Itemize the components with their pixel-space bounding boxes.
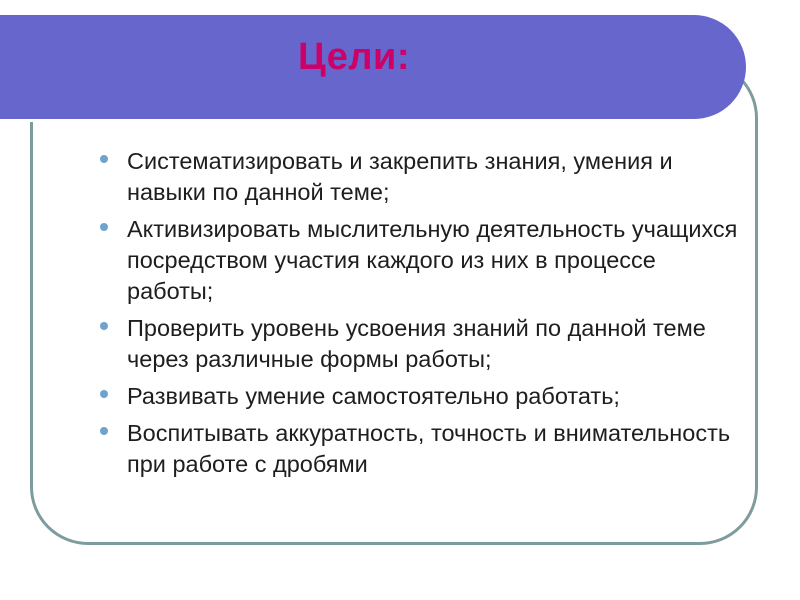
bullet-dot-icon <box>100 427 108 435</box>
slide-title: Цели: <box>298 36 411 78</box>
bullet-text: Воспитывать аккуратность, точность и внимательность при работе с дробями <box>127 420 731 477</box>
goals-list <box>100 146 740 486</box>
bullet-dot-icon <box>100 390 108 398</box>
list-item <box>100 418 740 480</box>
list-item <box>100 146 740 208</box>
title-underline <box>0 119 712 122</box>
bullet-dot-icon <box>100 322 108 330</box>
bullet-text: Активизировать мыслительную деятельность учащихся посредством участия каждого из них в процессе работы; <box>127 216 738 304</box>
list-item <box>100 214 740 307</box>
bullet-text: Проверить уровень усвоения знаний по данной теме через различные формы работы; <box>127 315 706 372</box>
bullet-text: Развивать умение самостоятельно работать; <box>127 383 620 409</box>
list-item <box>100 381 740 412</box>
bullet-dot-icon <box>100 155 108 163</box>
bullet-dot-icon <box>100 223 108 231</box>
list-item <box>100 313 740 375</box>
bullet-text: Систематизировать и закрепить знания, умения и навыки по данной теме; <box>127 148 673 205</box>
